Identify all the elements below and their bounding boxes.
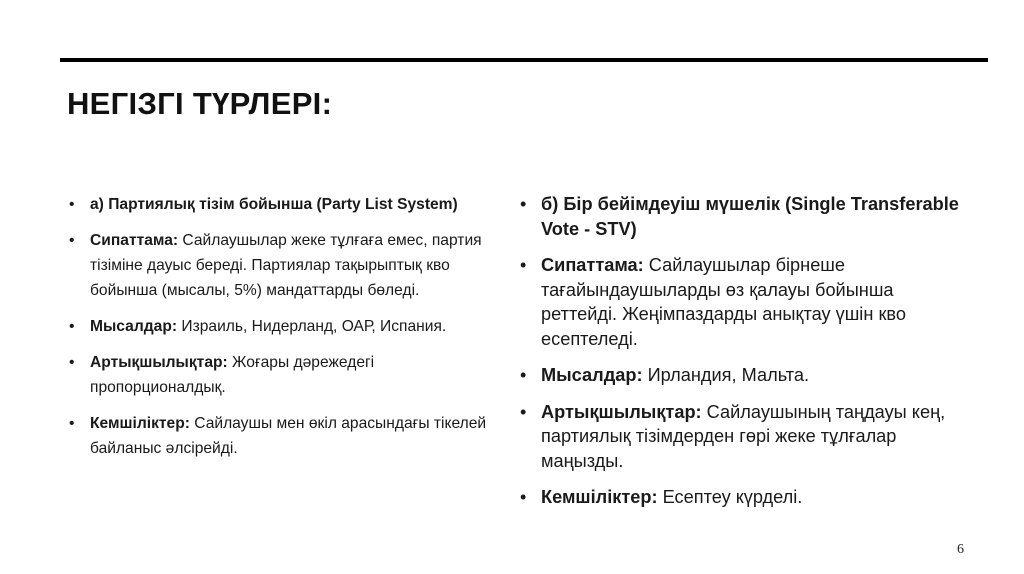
list-item [69, 228, 489, 303]
item-text: Израиль, Нидерланд, ОАР, Испания. [177, 318, 447, 335]
left-column-list [69, 192, 489, 472]
item-label: Артықшылықтар: [541, 401, 702, 422]
list-item [520, 485, 960, 510]
item-text: Сайлаушылар бірнеше тағайындаушыларды өз қалауы бойынша реттейді. Жеңімпаздарды анықтау үшін кво есептеледі. [541, 255, 906, 349]
list-item [69, 350, 489, 400]
item-text: Сайлаушы мен өкіл арасындағы тікелей байланыс әлсірейді. [90, 415, 487, 457]
list-item [69, 314, 489, 339]
item-text: Ирландия, Мальта. [642, 365, 810, 385]
item-text: Сайлаушының таңдауы кең, партиялық тізімдерден гөрі жеке тұлғалар маңызды. [541, 401, 946, 471]
item-text: Жоғары дәрежедегі пропорционалдық. [90, 354, 375, 396]
list-item [520, 253, 960, 351]
list-item [520, 363, 960, 388]
item-label: Сипаттама: [90, 232, 179, 249]
top-divider [60, 58, 988, 62]
item-label: Мысалдар: [90, 318, 178, 335]
right-heading: б) Бір бейімдеуіш мүшелік (Single Transferable Vote - STV) [541, 194, 959, 239]
item-label: Мысалдар: [541, 365, 643, 385]
list-item [69, 411, 489, 461]
item-text: Есептеу күрделі. [657, 487, 803, 507]
item-label: Кемшіліктер: [541, 487, 658, 507]
left-heading: а) Партиялық тізім бойынша (Party List System) [90, 196, 458, 213]
item-text: Сайлаушылар жеке тұлғаға емес, партия тізіміне дауыс береді. Партиялар тақырыптық кво бойынша (мысалы, 5%) мандаттарды бөледі. [90, 232, 482, 299]
item-label: Кемшіліктер: [90, 415, 190, 432]
item-label: Артықшылықтар: [90, 354, 228, 371]
right-column-list [520, 192, 960, 522]
right-heading-item [520, 192, 960, 241]
list-item [520, 400, 960, 474]
left-heading-item [69, 192, 489, 217]
page-number: 6 [957, 542, 964, 557]
item-label: Сипаттама: [541, 255, 644, 275]
slide-title: НЕГІЗГІ ТҮРЛЕРІ: [67, 86, 333, 121]
